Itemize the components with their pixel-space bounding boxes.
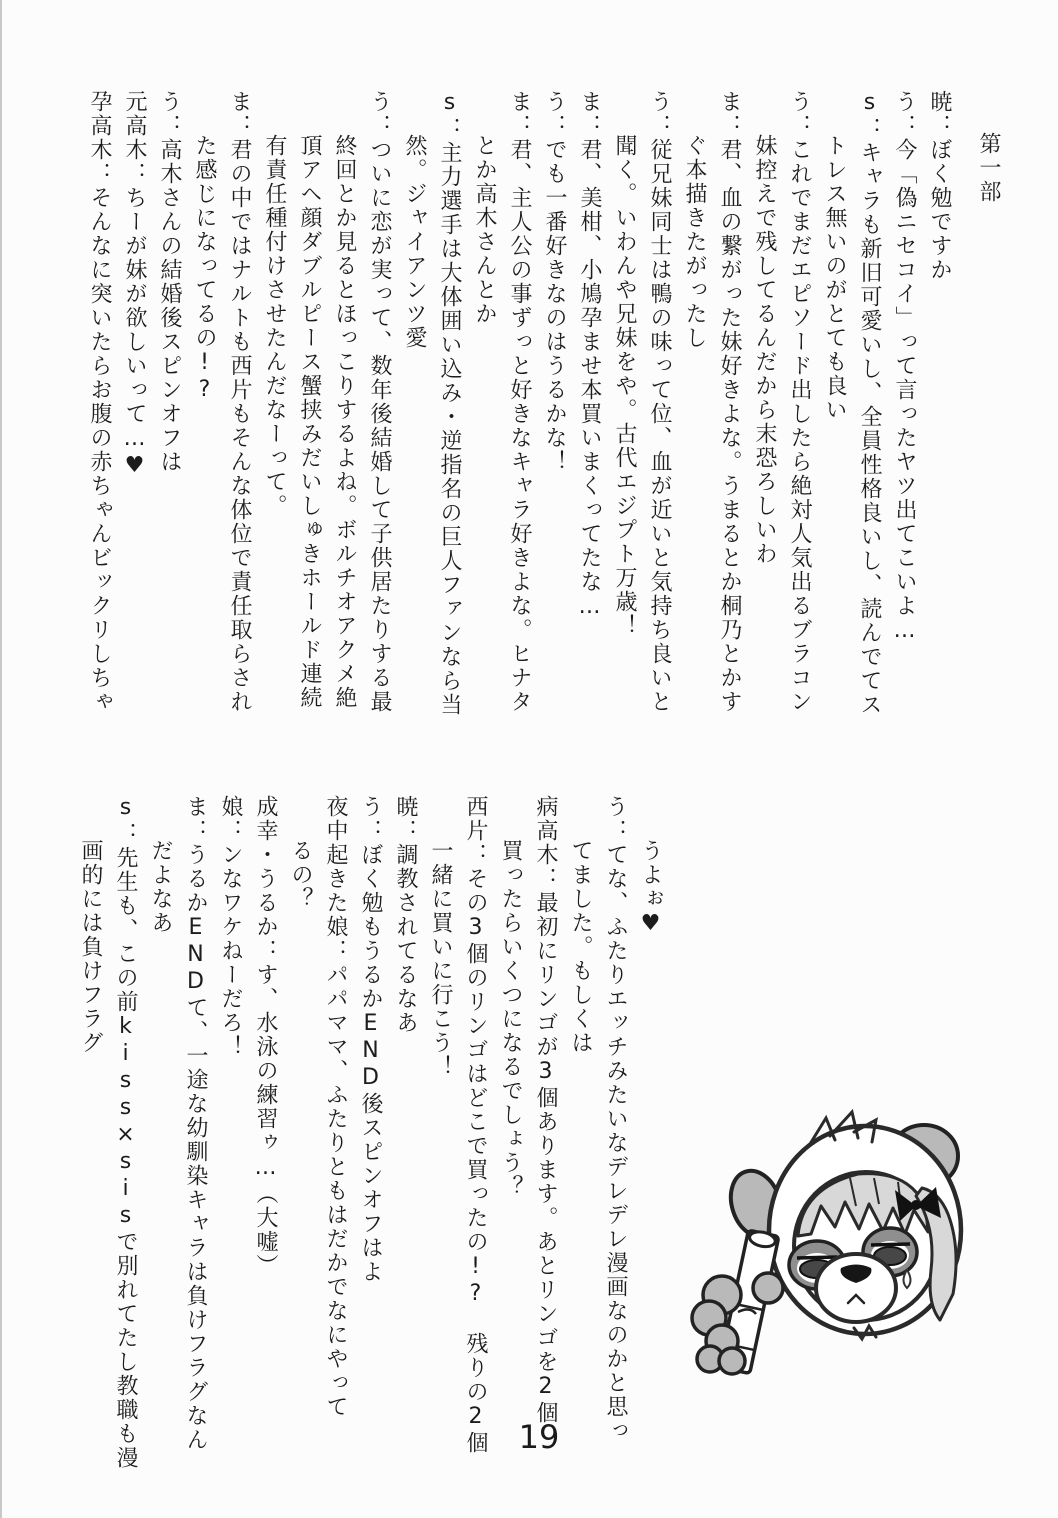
panda-hood-girl-illustration — [660, 1060, 1058, 1460]
dialogue-column: 画的には負けフラグ — [78, 839, 103, 1055]
dialogue-column: た感じになってるの!? — [192, 134, 217, 404]
dialogue-column: てました。もしくは — [568, 839, 593, 1055]
dialogue-column: 暁：調教されてるなあ — [393, 795, 418, 1035]
dialogue-column: 妹控えで残してるんだから末恐ろしいわ — [752, 134, 777, 566]
dialogue-column: 頂アヘ顔ダブルピース蟹挟みだいしゅきホールド連続 — [297, 134, 322, 710]
dialogue-block-top — [82, 90, 1006, 755]
dialogue-column: 元高木：ちーが妹が欲しいって…♥ — [122, 90, 147, 480]
dialogue-column: だよなあ — [148, 839, 173, 935]
dialogue-column: トレス無いのがとても良い — [822, 134, 847, 422]
dialogue-column: ま：君、血の繋がった妹好きよな。うまるとか桐乃とかす — [717, 90, 742, 714]
dialogue-column: 病高木：最初にリンゴが3個あります。あとリンゴを2個 — [533, 795, 558, 1425]
dialogue-column: う：でも一番好きなのはうるかな！ — [542, 90, 567, 474]
dialogue-column: ぐ本描きたがったし — [682, 134, 707, 350]
dialogue-column: 一緒に買いに行こう！ — [428, 839, 453, 1079]
dialogue-column: 娘：ンなワケねーだろ！ — [218, 795, 243, 1059]
dialogue-column: う：従兄妹同士は鴨の味って位、血が近いと気持ち良いと — [647, 90, 672, 714]
panda-muzzle — [816, 1254, 896, 1322]
dialogue-column: う：ついに恋が実って、数年後結婚して子供居たりする最 — [367, 90, 392, 714]
dialogue-column: 夜中起きた娘：パパママ、ふたりともはだかでなにやって — [323, 795, 348, 1419]
dialogue-column: s：キャラも新旧可愛いし、全員性格良いし、読んでてス — [857, 90, 882, 717]
dialogue-column: う：ぼく勉もうるかEND後スピンオフはよ — [358, 795, 383, 1284]
dialogue-column: 孕高木：そんなに突いたらお腹の赤ちゃんビックリしちゃ — [87, 90, 112, 714]
dialogue-column: るの？ — [288, 839, 313, 911]
dialogue-column: 西片：その3個のリンゴはどこで買ったの!? 残りの2個 — [463, 795, 488, 1455]
dialogue-column: 然。ジャイアンツ愛 — [402, 134, 427, 350]
dialogue-block-bottom — [73, 795, 668, 1470]
dialogue-column: ま：君、主人公の事ずっと好きなキャラ好きよな。ヒナタ — [507, 90, 532, 714]
dialogue-column: 聞く。いわんや兄妹をや。古代エジプト万歳！ — [612, 134, 637, 638]
dialogue-column: ま：うるかENDて、一途な幼馴染キャラは負けフラグなん — [183, 795, 208, 1452]
dialogue-column: 終回とか見るとほっこりするよね。ボルチオアクメ絶 — [332, 134, 357, 710]
page-number: 19 — [518, 1418, 560, 1456]
dialogue-column: う：これでまだエピソード出したら絶対人気出るブラコン — [787, 90, 812, 714]
dialogue-column: 成幸・うるか：す、水泳の練習ゥ…（大嘘） — [253, 795, 278, 1278]
dialogue-column: 有責任種付けさせたんだなーって。 — [262, 134, 287, 518]
sweat-drop-icon — [904, 1270, 911, 1288]
dialogue-column: う：てな、ふたりエッチみたいなデレデレ漫画なのかと思っ — [603, 795, 628, 1443]
dialogue-column: うよぉ♥ — [638, 839, 663, 938]
dialogue-column: 暁：ぼく勉ですか — [927, 90, 952, 282]
dialogue-column: s：先生も、この前kiss×sisで別れてたし教職も漫 — [113, 795, 138, 1470]
dialogue-column: 買ったらいくつになるでしょう？ — [498, 839, 523, 1199]
dialogue-column: s：主力選手は大体囲い込み・逆指名の巨人ファンなら当 — [437, 90, 462, 717]
dialogue-column: とか高木さんとか — [472, 134, 497, 326]
dialogue-column: う：高木さんの結婚後スピンオフは — [157, 90, 182, 474]
dialogue-column: う：今「偽ニセコイ」って言ったヤツ出てこいよ… — [892, 90, 917, 645]
scan-edge-artifact — [0, 0, 2, 1518]
dialogue-column: ま：君、美柑、小鳩孕ませ本買いまくってたな… — [577, 90, 602, 621]
dialogue-column: ま：君の中ではナルトも西片もそんな体位で責任取らされ — [227, 90, 252, 714]
section-header: 第一部 — [976, 132, 1001, 204]
